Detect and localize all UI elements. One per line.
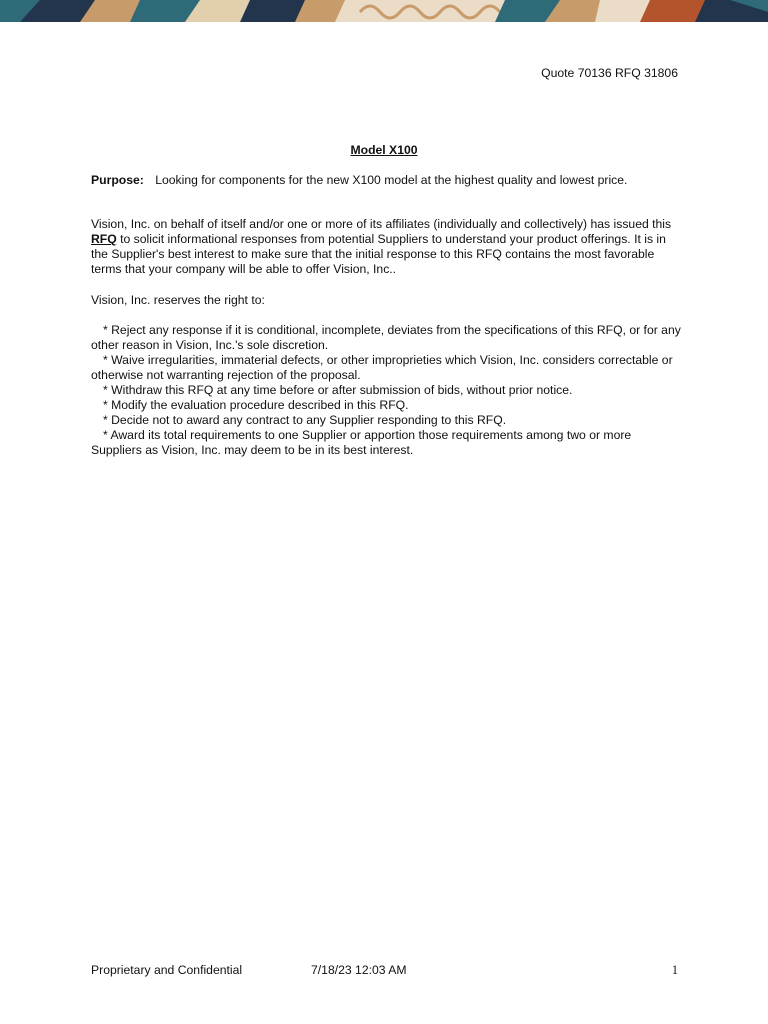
document-title: Model X100 <box>350 143 418 157</box>
rights-item: * Reject any response if it is conditional, incomplete, deviates from the specifications of this RFQ, or for any other reason in Vision, Inc.'s sole discretion. <box>91 323 681 352</box>
banner-pattern-graphic <box>0 0 768 22</box>
intro-text-after: to solicit informational responses from potential Suppliers to understand your product offerings. It is in the Supplier's best interest to make sure that the initial response to this RFQ contains the most favorable terms that your company will be able to offer Vision, Inc.. <box>91 232 666 276</box>
intro-text-before: Vision, Inc. on behalf of itself and/or one or more of its affiliates (individually and collectively) has issued this <box>91 217 672 231</box>
rights-item: * Decide not to award any contract to any Supplier responding to this RFQ. <box>103 413 507 427</box>
purpose-paragraph <box>91 173 681 188</box>
confidentiality-notice: Proprietary and Confidential <box>91 963 243 977</box>
purpose-label: Purpose: <box>91 173 144 187</box>
decorative-banner <box>0 0 768 22</box>
intro-paragraph <box>91 217 681 277</box>
purpose-text: Looking for components for the new X100 model at the highest quality and lowest price. <box>155 173 628 187</box>
rights-list <box>91 323 681 458</box>
page-number: 1 <box>671 963 678 977</box>
quote-reference: Quote 70136 RFQ 31806 <box>541 66 678 80</box>
rights-item: * Modify the evaluation procedure described in this RFQ. <box>103 398 409 412</box>
rights-item: * Award its total requirements to one Supplier or apportion those requirements among two or more Suppliers as Vision, Inc. may deem to be in its best interest. <box>91 428 632 457</box>
page-footer <box>91 963 681 979</box>
footer-timestamp: 7/18/23 12:03 AM <box>311 963 407 977</box>
rights-item: * Waive irregularities, immaterial defects, or other improprieties which Vision, Inc. considers correctable or otherwise not warranting rejection of the proposal. <box>91 353 673 382</box>
rights-item: * Withdraw this RFQ at any time before or after submission of bids, without prior notice. <box>103 383 573 397</box>
rfq-keyword: RFQ <box>91 232 117 246</box>
reserve-rights-paragraph: Vision, Inc. reserves the right to: <box>91 293 265 307</box>
